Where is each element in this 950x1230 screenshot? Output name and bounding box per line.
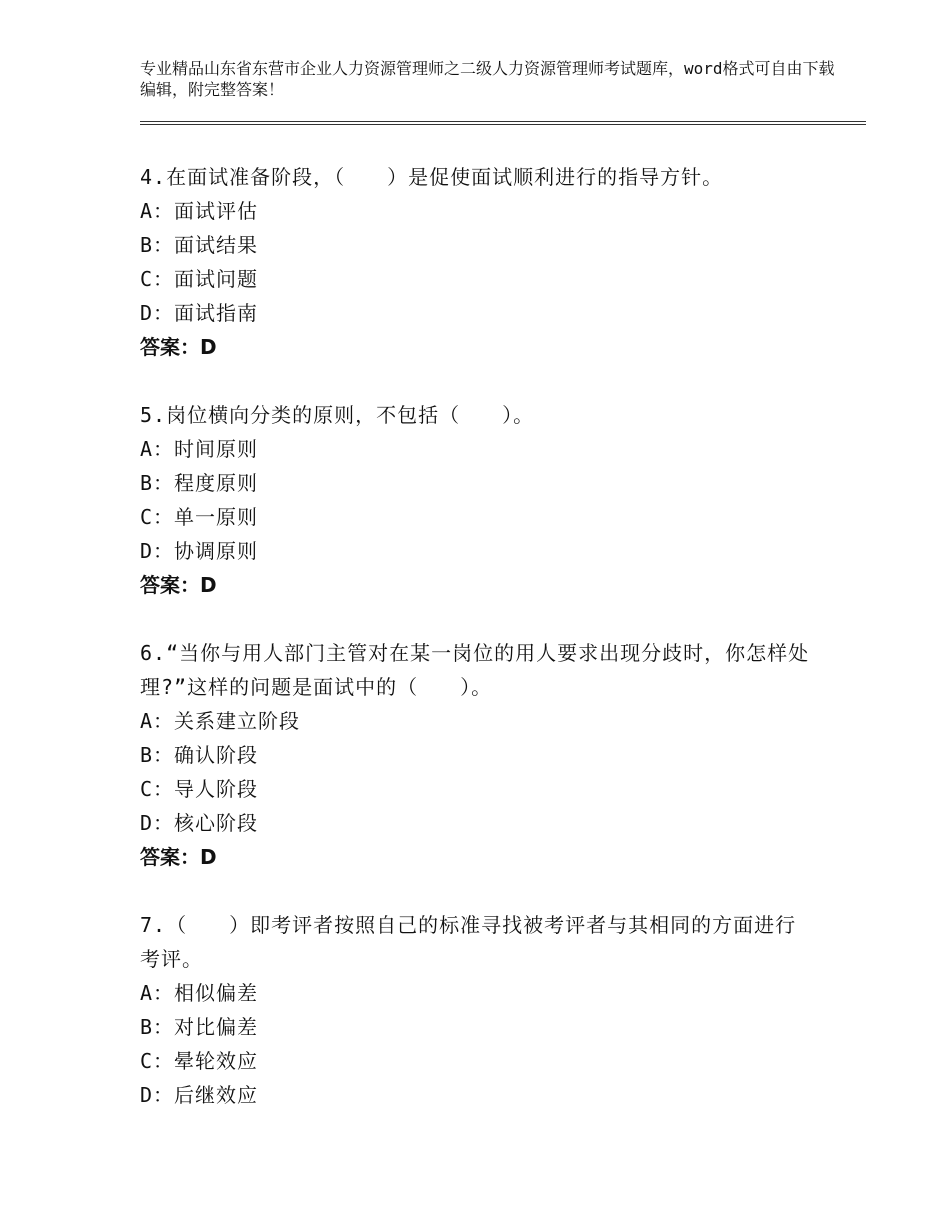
option-a: A：关系建立阶段 [140,709,301,733]
document-header: 专业精品山东省东营市企业人力资源管理师之二级人力资源管理师考试题库，word格式可自由下载编辑，附完整答案！ [140,59,835,99]
question-item [140,636,810,874]
option-b: B：程度原则 [140,471,259,495]
option-b: B：确认阶段 [140,743,259,767]
question-item [140,908,810,1112]
option-a: A：面试评估 [140,199,259,223]
option-c: C：单一原则 [140,505,259,529]
option-b: B：对比偏差 [140,1015,259,1039]
answer-line: 答案：D [140,573,217,597]
option-d: D：面试指南 [140,301,259,325]
question-stem: 5.岗位横向分类的原则，不包括（ ）。 [140,403,535,427]
option-a: A：时间原则 [140,437,259,461]
answer-line: 答案：D [140,335,217,359]
question-stem: 6.“当你与用人部门主管对在某一岗位的用人要求出现分歧时，你怎样处理?”这样的问题是面试中的（ ）。 [140,641,810,699]
option-b: B：面试结果 [140,233,259,257]
option-a: A：相似偏差 [140,981,259,1005]
option-d: D：后继效应 [140,1083,259,1107]
question-stem: 4.在面试准备阶段，（ ）是促使面试顺利进行的指导方针。 [140,165,724,189]
option-c: C：晕轮效应 [140,1049,259,1073]
option-c: C：导人阶段 [140,777,259,801]
answer-line: 答案：D [140,845,217,869]
question-list [140,160,810,1146]
question-item [140,160,810,364]
question-stem: 7.（ ）即考评者按照自己的标准寻找被考评者与其相同的方面进行考评。 [140,913,797,971]
option-d: D：核心阶段 [140,811,259,835]
option-c: C：面试问题 [140,267,259,291]
question-item [140,398,810,602]
header-divider [140,121,866,125]
option-d: D：协调原则 [140,539,259,563]
